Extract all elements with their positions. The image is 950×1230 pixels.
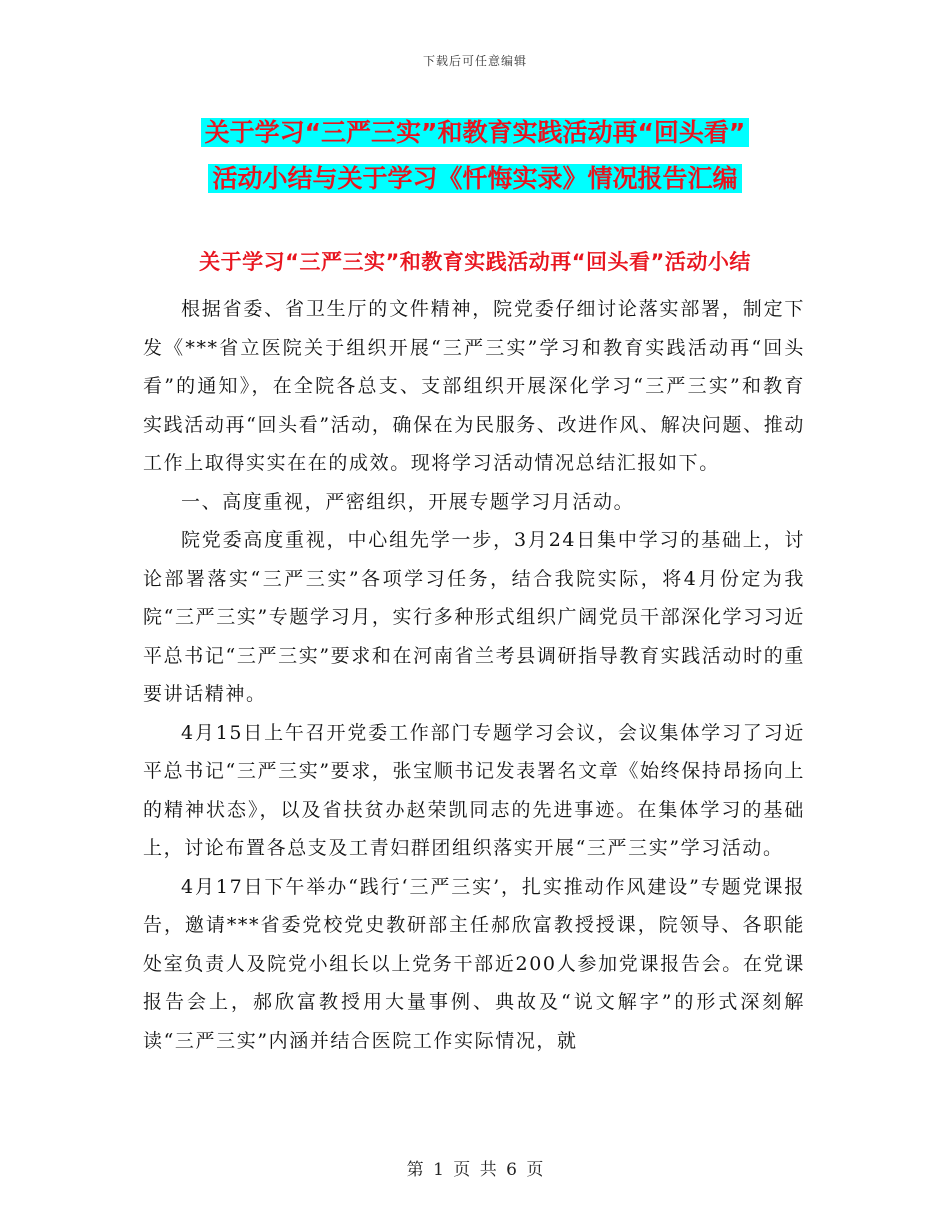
document-title-line-1: 关于学习“三严三实”和教育实践活动再“回头看” [201, 118, 750, 147]
paragraph: 根据省委、省卫生厅的文件精神，院党委仔细讨论落实部署，制定下发《***省立医院关于组织开展“三严三实”学习和教育实践活动再“回头看”的通知》，在全院各总支、支部组织开展深化学习“三严三实”和教育实践活动再“回头看”活动，确保在为民服务、改进作风、解决问题、推动工作上取得实实在在的成效。现将学习活动情况总结汇报如下。 [143, 298, 805, 474]
paragraph: 4月17日下午举办“践行‘三严三实’，扎实推动作风建设”专题党课报告，邀请***省委党校党史教研部主任郝欣富教授授课，院领导、各职能处室负责人及院党小组长以上党务干部近200人参加党课报告会。在党课报告会上，郝欣富教授用大量事例、典故及“说文解字”的形式深刻解读“三严三实”内涵并结合医院工作实际情况，就 [143, 875, 805, 1052]
header-note: 下载后可任意编辑 [422, 54, 527, 68]
paragraph-heading: 一、高度重视，严密组织，开展专题学习月活动。 [181, 490, 635, 513]
page-number-footer: 第 1 页 共 6 页 [406, 1160, 544, 1180]
document-title-line-2: 活动小结与关于学习《忏悔实录》情况报告汇编 [208, 164, 741, 193]
document-title [0, 110, 950, 202]
paragraph: 院党委高度重视，中心组先学一步，3月24日集中学习的基础上，讨论部署落实“三严三实”各项学习任务，结合我院实际，将4月份定为我院“三严三实”专题学习月，实行多种形式组织广阔党员干部深化学习习近平总书记“三严三实”要求和在河南省兰考县调研指导教育实践活动时的重要讲话精神。 [143, 529, 805, 705]
document-body [143, 290, 805, 1060]
section-title: 关于学习“三严三实”和教育实践活动再“回头看”活动小结 [199, 250, 751, 274]
paragraph: 4月15日上午召开党委工作部门专题学习会议，会议集体学习了习近平总书记“三严三实”要求，张宝顺书记发表署名文章《始终保持昂扬向上的精神状态》，以及省扶贫办赵荣凯同志的先进事迹。在集体学习的基础上，讨论布置各总支及工青妇群团组织落实开展“三严三实”学习活动。 [143, 721, 805, 859]
